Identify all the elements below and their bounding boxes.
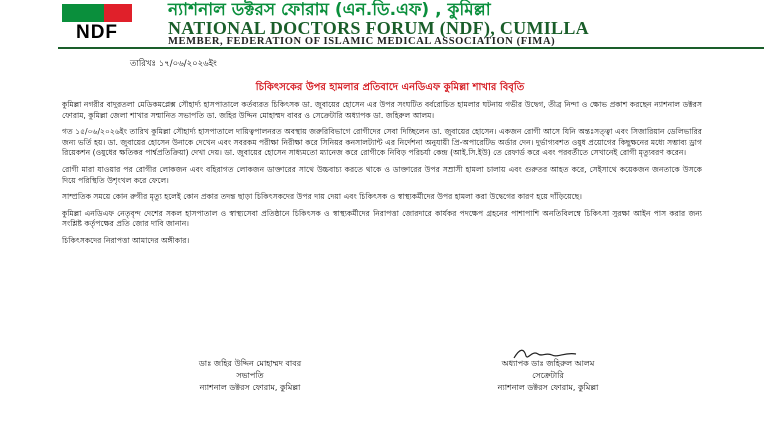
- signatory-name: ডাঃ জহির উদ্দিন মোহাম্মদ বাবর: [198, 359, 302, 368]
- paragraph: গত ১৫/০৬/২০২৬ইং তারিখ কুমিল্লা সৌহার্দ্য হাসপাতালে দায়িত্বপালনরত অবস্থায় জরুরিবিভাগে রোগীদের সেবা দিচ্ছিলেন ডা. জুবায়ের হোসেন। একজন রোগী আসে যিনি অন্তঃসত্ত্বা এবং সিজারিয়ান ডেলিভারির জন্য ভর্তি হয়। ডা. জুবায়ের হোসেন উনাকে দেখেন এবং সবরকম পরীক্ষা নিরীক্ষা করে সিনিয়র কনসালট্যান্ট এর নির্দেশনা অনুযায়ী প্রি-অপারেটিভ অর্ডার দেন। দুর্ভাগ্যবশত ওষুধ প্রয়োগের কিছুক্ষনের মধ্যে সম্ভাব্য ড্রাগ রিয়েকশন (ওষুধের ক্ষতিকর পার্শ্বপ্রতিক্রিয়া) দেখা দেয়। ডা. জুবায়ের হোসেন সাধ্যমতো ম্যানেজ করে রোগীকে নিবিড় পরিচর্যা কেন্দ্র (আই.সি.ইউ) তে রেফার্ড করে এবং পরবর্তীতে সেখানেই রোগী মৃত্যুবরণ করেন।: [62, 127, 702, 158]
- flag-red-block: [104, 4, 132, 22]
- signatory-name: অধ্যাপক ডাঃ জহিরুল আলম: [501, 359, 595, 368]
- ndf-logo: [58, 4, 136, 42]
- signatory-title: সেক্রেটারি: [532, 371, 564, 380]
- signatory-org: ন্যাশনাল ডক্টরস ফোরাম, কুমিল্লা: [199, 383, 301, 392]
- letterhead: [0, 0, 780, 46]
- logo-text: NDF: [75, 22, 119, 43]
- signature-block-secretary: [448, 358, 648, 394]
- org-title-bangla: ন্যাশনাল ডক্টরস ফোরাম (এন.ডি.এফ) , কুমিল্লা: [168, 0, 491, 20]
- paragraph: রোগী মারা যাওয়ার পর রোগীর লোকজন এবং বহিরাগত লোকজন ডাক্তারের সাথে উচ্চবাচ্য করতে থাকে ও ডাক্তারের উপর সম্রাসী হামলা চালায় এবং গুরুতর আহত করে, সেইসাথে কয়েকজন জনতাকে উসকে দিয়ে পরিস্থিতি উশৃংখল করে ফেলে।: [62, 164, 702, 185]
- membership-line: MEMBER, FEDERATION OF ISLAMIC MEDICAL ASSOCIATION (FIMA): [168, 36, 556, 47]
- header-divider: [58, 47, 764, 49]
- org-title-english: NATIONAL DOCTORS FORUM (NDF), CUMILLA: [168, 18, 589, 38]
- flag-green-block: [62, 4, 104, 22]
- flag-icon: [62, 4, 132, 22]
- paragraph: সাম্প্রতিক সময়ে কোন রুগীর মৃত্যু হলেই কোন প্রকার তদন্ত ছাড়া চিকিৎসকদের উপর দায় দেয়া এবং চিকিৎসক ও স্বাস্থ্যকর্মীদের উপর হামলা করা উদ্বেগের কারণ হয়ে দাঁড়িয়েছে।: [62, 192, 582, 202]
- signatory-title: সভাপতি: [236, 371, 264, 380]
- paragraph: কুমিল্লা এনডিএফ নেতৃবৃন্দ দেশের সকল হাসপাতাল ও স্বাস্থ্যসেবা প্রতিষ্ঠানে চিকিৎসক ও স্বাস্থ্যকর্মীদের নিরাপত্তা জোরদারে কার্যকর পদক্ষেপ গ্রহনের পাশাপাশি অনতিবিলম্বে চিকিৎসা সুরক্ষা আইন পাস করার জন্য সংশ্লিষ্ট কর্তৃপক্ষের প্রতি জোর দাবি জানান।: [62, 208, 702, 229]
- document-date: তারিখঃ ১৭/০৬/২০২৬ইং: [130, 59, 217, 69]
- signature-block-president: [150, 358, 350, 394]
- signatory-org: ন্যাশনাল ডক্টরস ফোরাম, কুমিল্লা: [497, 383, 599, 392]
- paragraph: কুমিল্লা নগরীর বাদুরতলা মেডিকমপ্লেক্স সৌহার্দ্য হাসপাতালে কর্তব্যরত চিকিৎসক ডা. জুবায়ের হোসেন এর উপর সংঘটিত বর্বরোচিত হামলার ঘটনায় গভীর উদ্বেগ, তীব্র নিন্দা ও ক্ষোভ প্রকাশ করছেন ন্যাশনাল ডক্টরস ফোরাম, কুমিল্লা জেলা শাখার সম্মানিত সভাপতি ডা. জহির উদ্দিন মোহাম্মদ বাবর ও সেক্রেটারি অধ্যাপক ডা. জহিরুল আলম।: [62, 100, 702, 120]
- document-subject: চিকিৎসকের উপর হামলার প্রতিবাদে এনডিএফ কুমিল্লা শাখার বিবৃতি: [255, 82, 525, 93]
- paragraph: চিকিৎসকদের নিরাপত্তা আমাদের অঙ্গীকার।: [62, 235, 190, 245]
- document-body: [62, 100, 702, 253]
